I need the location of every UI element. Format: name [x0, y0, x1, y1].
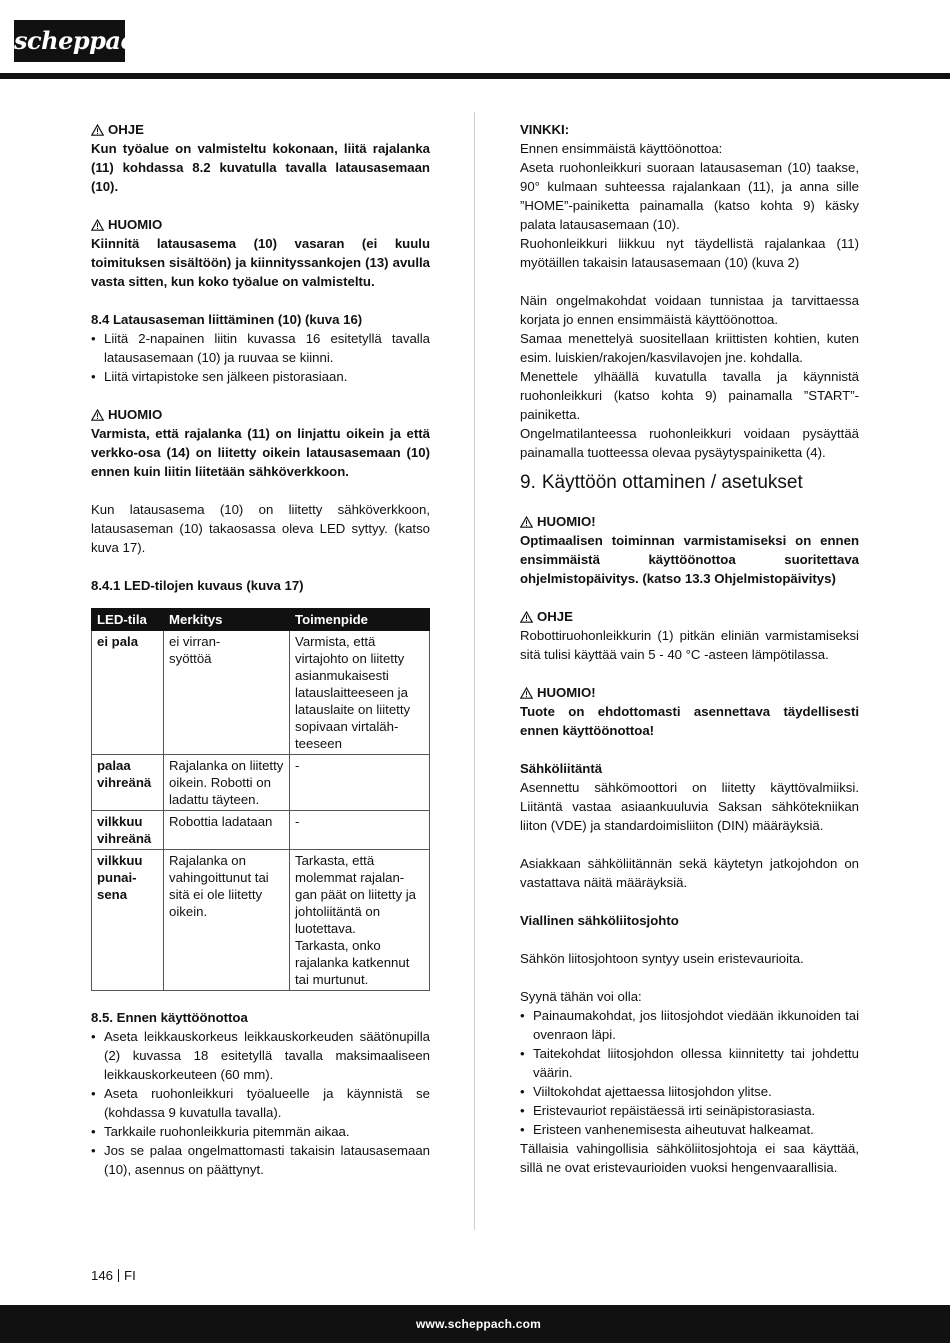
- section-heading: 8.4 Latausaseman liittäminen (10) (kuva 16): [91, 312, 363, 327]
- tip-heading: VINKKI:: [520, 122, 570, 137]
- column-header: LED-tila: [92, 609, 164, 631]
- caution-text: Tuote on ehdottomasti asennettava täydellisesti ennen käyttöönottoa!: [520, 704, 859, 738]
- column-header: Merkitys: [164, 609, 290, 631]
- table-cell: vilkkuu vihreänä: [92, 811, 164, 850]
- warning-triangle-icon: [520, 516, 533, 528]
- table-row: [92, 811, 430, 850]
- table-cell: -: [290, 811, 430, 850]
- paragraph: Tällaisia vahingollisia sähköliitosjohtoja ei saa käyttää, sillä ne ovat eristevaurioiden vuoksi hengenvaarallisia.: [520, 1141, 859, 1175]
- list-item: • Taitekohdat liitosjohdon ollessa kiinnitetty tai johdettu väärin.: [520, 1044, 859, 1082]
- list-item: • Jos se palaa ongelmattomasti takaisin latausasemaan (10), asennus on päättynyt.: [91, 1141, 430, 1179]
- caution-text: Kiinnitä latausasema (10) vasaran (ei kuulu toimituksen sisältöön) ja kiinnityssankojen (13) avulla vasta sitten, kun koko työalue on valmisteltu.: [91, 236, 430, 289]
- led-status-table: [91, 608, 430, 991]
- paragraph: Näin ongelmakohdat voidaan tunnistaa ja tarvittaessa korjata jo ennen ensimmäistä käyttöönottoa.: [520, 293, 859, 327]
- caution-heading: HUOMIO!: [520, 512, 859, 531]
- list-item: • Liitä 2-napainen liitin kuvassa 16 esitetyllä tavalla latausasemaan (10) ja ruuvaa se kiinni.: [91, 329, 430, 367]
- scheppach-logo: scheppach: [14, 20, 125, 62]
- paragraph: Asennettu sähkömoottori on liitetty käyttövalmiiksi. Liitäntä vastaa asiaankuuluvia Saksan sähkötekniikan liiton (VDE) ja standardoimisliiton (DIN) määräyksiä.: [520, 780, 859, 833]
- subsection-heading: Sähköliitäntä: [520, 761, 603, 776]
- warning-triangle-icon: [91, 124, 104, 136]
- list-item: • Eristeen vanhenemisesta aiheutuvat halkeamat.: [520, 1120, 859, 1139]
- paragraph: Aseta ruohonleikkuri suoraan latausaseman (10) taakse, 90° kulmaan suhteessa rajalankaan (11), ja anna sille ”HOME”-painiketta painamalla (katso kohta 9) käsky palata latausasemaan (10).: [520, 160, 859, 232]
- paragraph: Samaa menettelyä suositellaan kriittisten kohtien, kuten esim. luiskien/rakojen/kasvilavojen jne. kohdalla.: [520, 331, 859, 365]
- page-number: 146 FI: [91, 1268, 136, 1283]
- paragraph: Kun latausasema (10) on liitetty sähköverkkoon, latausaseman (10) takaosassa oleva LED syttyy. (katso kuva 17).: [91, 502, 430, 555]
- section-title: 9. Käyttöön ottaminen / asetukset: [520, 472, 803, 493]
- list-item: • Painaumakohdat, jos liitosjohdot viedään ikkunoiden tai ovenraon läpi.: [520, 1006, 859, 1044]
- subsection-heading: Viallinen sähköliitosjohto: [520, 913, 679, 928]
- note-heading: OHJE: [91, 120, 430, 139]
- paragraph: Ruohonleikkuri liikkuu nyt täydellistä rajalankaa (11) myötäillen takaisin latausasemaan (10) (kuva 2): [520, 236, 859, 270]
- warning-triangle-icon: [91, 219, 104, 231]
- list-item: • Aseta leikkauskorkeus leikkauskorkeuden säätönupilla (2) kuvassa 18 esitetyllä tavalla maksimaaliseen leikkauskorkeuteen (60 mm).: [91, 1027, 430, 1084]
- caution-text: Varmista, että rajalanka (11) on linjattu oikein ja että verkko-osa (14) on liitetty oikein latausasemaan (10) ennen kuin liitin liitetään sähköverkkoon.: [91, 426, 430, 479]
- table-cell: Rajalanka on vahingoittunut tai sitä ei ole liitetty oikein.: [164, 850, 290, 991]
- table-cell: ei pala: [92, 631, 164, 755]
- left-column: [91, 120, 430, 1179]
- paragraph: Menettele ylhäällä kuvatulla tavalla ja käynnistä ruohonleikkuri (katso kohta 9) painamalla ”START”-painiketta.: [520, 369, 859, 422]
- caution-text: Optimaalisen toiminnan varmistamiseksi on ennen ensimmäistä käyttöönottoa suoritettava ohjelmistopäivitys. (katso 13.3 Ohjelmistopäivitys): [520, 533, 859, 586]
- section-heading: 8.4.1 LED-tilojen kuvaus (kuva 17): [91, 578, 304, 593]
- warning-triangle-icon: [520, 687, 533, 699]
- header-rule: [0, 73, 950, 79]
- warning-triangle-icon: [520, 611, 533, 623]
- warning-triangle-icon: [91, 409, 104, 421]
- list-item: • Eristevauriot repäistäessä irti seinäpistorasiasta.: [520, 1101, 859, 1120]
- table-row: [92, 755, 430, 811]
- table-cell: Tarkasta, että molemmat rajalan- gan päät on liitetty ja johtoliitäntä on luotettava. Tarkasta, onko rajalanka katkennut tai murtunut.: [290, 850, 430, 991]
- table-cell: Robottia ladataan: [164, 811, 290, 850]
- table-row: [92, 850, 430, 991]
- divider: [118, 1269, 119, 1282]
- caution-heading: HUOMIO: [91, 215, 430, 234]
- paragraph: Ongelmatilanteessa ruohonleikkuri voidaan pysäyttää painamalla tuotteessa olevaa pysäytyspainiketta (4).: [520, 426, 859, 460]
- bullet-list: [520, 1006, 859, 1139]
- caution-heading: HUOMIO!: [520, 683, 859, 702]
- bullet-list: [91, 1027, 430, 1179]
- list-item: • Aseta ruohonleikkuri työalueelle ja käynnistä se (kohdassa 9 kuvatulla tavalla).: [91, 1084, 430, 1122]
- table-cell: palaa vihreänä: [92, 755, 164, 811]
- website-link[interactable]: www.scheppach.com: [416, 1317, 541, 1331]
- list-item: • Viiltokohdat ajettaessa liitosjohdon ylitse.: [520, 1082, 859, 1101]
- paragraph: Syynä tähän voi olla:: [520, 989, 642, 1004]
- table-cell: Rajalanka on liitetty oikein. Robotti on ladattu täyteen.: [164, 755, 290, 811]
- column-header: Toimenpide: [290, 609, 430, 631]
- note-text: Robottiruohonleikkurin (1) pitkän eliniän varmistamiseksi sitä tulisi käyttää vain 5 - 40 °C -asteen lämpötilassa.: [520, 628, 859, 662]
- note-heading: OHJE: [520, 607, 859, 626]
- right-column: [520, 120, 859, 1177]
- paragraph: Ennen ensimmäistä käyttöönottoa:: [520, 141, 723, 156]
- table-header-row: [92, 609, 430, 631]
- paragraph: Asiakkaan sähköliitännän sekä käytetyn jatkojohdon on vastattava näitä määräyksiä.: [520, 856, 859, 890]
- table-cell: Varmista, että virtajohto on liitetty asianmukaisesti latauslaitteeseen ja latauslaite on liitetty sopivaan virtaläh- teeseen: [290, 631, 430, 755]
- table-cell: ei virran- syöttöä: [164, 631, 290, 755]
- section-heading: 8.5. Ennen käyttöönottoa: [91, 1010, 248, 1025]
- bullet-list: [91, 329, 430, 386]
- table-cell: vilkkuu punai- sena: [92, 850, 164, 991]
- caution-heading: HUOMIO: [91, 405, 430, 424]
- table-cell: -: [290, 755, 430, 811]
- table-row: [92, 631, 430, 755]
- list-item: • Liitä virtapistoke sen jälkeen pistorasiaan.: [91, 367, 430, 386]
- column-divider: [474, 112, 475, 1230]
- note-text: Kun työalue on valmisteltu kokonaan, liitä rajalanka (11) kohdassa 8.2 kuvatulla tavalla latausasemaan (10).: [91, 141, 430, 194]
- list-item: • Tarkkaile ruohonleikkuria pitemmän aikaa.: [91, 1122, 430, 1141]
- paragraph: Sähkön liitosjohtoon syntyy usein eristevaurioita.: [520, 951, 804, 966]
